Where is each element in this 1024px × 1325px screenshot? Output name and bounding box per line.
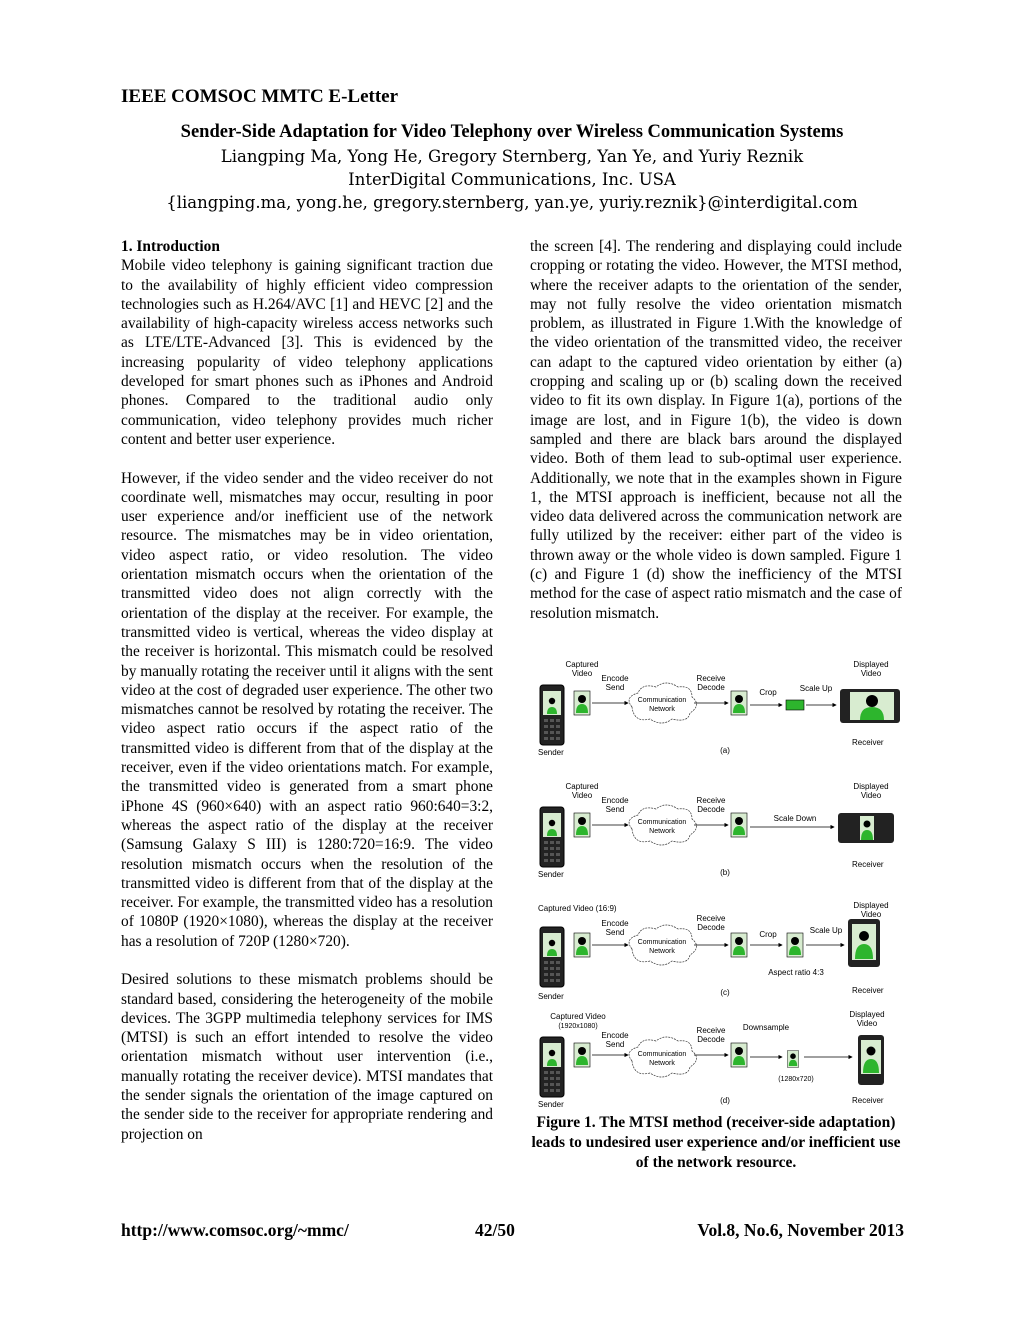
label-output-resolution: (1280x720) xyxy=(778,1076,814,1083)
label-captured-resolution: (1920x1080) xyxy=(558,1023,598,1030)
cropped-video-icon xyxy=(787,933,803,957)
label-displayed: Displayed xyxy=(849,1010,885,1019)
label-video: Video xyxy=(571,669,593,678)
label-decode: Decode xyxy=(697,923,725,932)
panel-label-a: (a) xyxy=(720,746,730,755)
label-send: Send xyxy=(605,928,625,937)
decoded-video-icon xyxy=(731,1043,747,1067)
figure-panel-a xyxy=(538,660,900,757)
label-receiver: Receiver xyxy=(852,986,884,995)
decoded-video-icon xyxy=(731,813,747,837)
label-network: Communication xyxy=(637,697,687,704)
label-video: Video xyxy=(571,791,593,800)
label-network: Communication xyxy=(637,939,687,946)
panel-label-b: (b) xyxy=(720,868,730,877)
right-column xyxy=(530,237,902,623)
label-captured: Captured xyxy=(565,782,599,791)
figure-caption: Figure 1. The MTSI method (receiver-side adaptation) leads to undesired user experience and/or inefficient use of the network resource. xyxy=(531,1114,901,1171)
label-displayed-video: Video xyxy=(860,910,882,919)
sender-phone-icon xyxy=(540,1037,564,1097)
captured-video-icon xyxy=(574,813,590,837)
label-sender: Sender xyxy=(538,748,564,757)
figure-1 xyxy=(530,655,905,1115)
paragraph: Mobile video telephony is gaining significant traction due to the availability of highly efficient video compression technologies such as H.264/AVC [1] and HEVC [2] and the availability of high-capacity wireless access networks such as LTE/LTE-Advanced [3]. This is evidenced by the increasing popularity of video telephony applications developed for smart phones such as iPhones and Android phones. Compared to the traditional audio only communication, video telephony provides much richer content and better user experience. xyxy=(121,257,493,448)
footer-url: http://www.comsoc.org/~mmc/ xyxy=(121,1220,349,1240)
label-network-2: Network xyxy=(649,706,675,713)
sender-phone-icon xyxy=(540,807,564,867)
label-receiver: Receiver xyxy=(852,1096,884,1105)
label-network-2: Network xyxy=(649,1060,675,1067)
label-sender: Sender xyxy=(538,870,564,879)
captured-video-icon xyxy=(574,691,590,715)
label-receive: Receive xyxy=(696,674,726,683)
label-captured-video: Captured Video (16:9) xyxy=(538,904,617,913)
label-network-2: Network xyxy=(649,948,675,955)
cropped-video-icon xyxy=(786,700,804,710)
footer-volume: Vol.8, No.6, November 2013 xyxy=(697,1220,904,1240)
label-crop: Crop xyxy=(759,930,777,939)
paragraph: the screen [4]. The rendering and displaying could include cropping or rotating the video. However, the MTSI method, where the receiver adapts to the orientation of the sender, may not fully resolve the video orientation mismatch problem, as illustrated in Figure 1.With the knowledge of the video orientation of the transmitted video, the receiver can adapt to the captured video orientation by either (a) cropping and scaling up or (b) scaling down the received video to fit its own display. In Figure 1(a), portions of the image are lost, and in Figure 1(b), the video is down sampled and there are black bars around the displayed video. Both of them lead to sub-optimal user experience. Additionally, we note that in the examples shown in Figure 1, the MTSI approach is inefficient, because not all the video data delivered across the communication network are fully utilized by the receiver: either part of the video is thrown away or the whole video is down sampled. Figure 1 (c) and Figure 1 (d) show the inefficiency of the MTSI method for the case of aspect ratio mismatch and the case of resolution mismatch. xyxy=(530,238,902,622)
label-decode: Decode xyxy=(697,1035,725,1044)
label-displayed-video: Video xyxy=(860,669,882,678)
author-list: Liangping Ma, Yong He, Gregory Sternberg, Yan Ye, and Yuriy Reznik xyxy=(220,147,804,166)
captured-video-icon xyxy=(574,933,590,957)
panel-label-c: (c) xyxy=(720,988,730,997)
label-encode: Encode xyxy=(601,1031,629,1040)
left-column xyxy=(121,237,493,1144)
label-captured-video: Captured Video xyxy=(550,1012,606,1021)
figure-panel-d xyxy=(538,1010,885,1109)
downsampled-video-icon xyxy=(787,1051,798,1068)
paragraph: However, if the video sender and the video receiver do not coordinate well, mismatches may occur, resulting in poor user experience and/or inefficient use of the network resource. The mismatches may be in video orientation, video aspect ratio, or video resolution. The video orientation mismatch occurs when the orientation of the transmitted video does not align correctly with the orientation of the display at the receiver. For example, the transmitted video is vertical, whereas the video display at the receiver is horizontal. This mismatch could be resolved by manually rotating the receiver until it aligns with the sent video at the cost of degraded user experience. The other two mismatches cannot be resolved by rotating the receiver. The video aspect ratio occurs if the aspect ratio of the transmitted video is different from that of the display at the receiver, even if the video orientations match. For example, the transmitted video is generated from a smart phone iPhone 4S (960×640) with an aspect ratio 960:640=3:2, whereas the aspect ratio of the display at the receiver (Samsung Galaxy S III) is 1280:720=16:9. The video resolution mismatch occurs when the resolution of the transmitted video is different from that of the display at the receiver. For example, the transmitted video has a resolution of 1080P (1920×1080), whereas the display at the receiver has a resolution of 720P (1280×720). xyxy=(121,469,493,950)
label-displayed: Displayed xyxy=(853,660,889,669)
figure-panel-b xyxy=(538,782,894,879)
section-heading: 1. Introduction xyxy=(121,238,220,255)
letter-header: IEEE COMSOC MMTC E-Letter xyxy=(121,86,399,107)
label-aspect-ratio: Aspect ratio 4:3 xyxy=(768,968,824,977)
label-receiver: Receiver xyxy=(852,738,884,747)
panel-label-d: (d) xyxy=(720,1096,730,1105)
label-receive: Receive xyxy=(696,1026,726,1035)
label-receiver: Receiver xyxy=(852,860,884,869)
figure-panel-c xyxy=(538,901,889,1001)
label-sender: Sender xyxy=(538,1100,564,1109)
label-network: Communication xyxy=(637,819,687,826)
label-scale-down: Scale Down xyxy=(773,814,817,823)
captured-video-icon xyxy=(574,1043,590,1067)
paper-title: Sender-Side Adaptation for Video Telephony over Wireless Communication Systems xyxy=(180,122,844,142)
decoded-video-icon xyxy=(731,933,747,957)
label-displayed-video: Video xyxy=(856,1019,878,1028)
label-crop: Crop xyxy=(759,688,777,697)
sender-phone-icon xyxy=(540,685,564,745)
label-captured: Captured xyxy=(565,660,599,669)
author-emails: {liangping.ma, yong.he, gregory.sternberg, yan.ye, yuriy.reznik}@interdigital.com xyxy=(166,193,858,212)
label-encode: Encode xyxy=(601,919,629,928)
label-encode: Encode xyxy=(601,796,629,805)
label-network-2: Network xyxy=(649,828,675,835)
paragraph: Desired solutions to these mismatch problems should be standard based, considering the heterogeneity of the mobile devices. The 3GPP multimedia telephony services for IMS (MTSI) is such an effort intended to resolve the video orientation mismatch without user intervention (i.e., manually rotating the receiver device). MTSI mandates that the sender signals the orientation of the image captured on the sender side to the receiver for appropriate rendering and projection on xyxy=(121,971,493,1143)
label-receive: Receive xyxy=(696,914,726,923)
label-displayed-video: Video xyxy=(860,791,882,800)
label-decode: Decode xyxy=(697,683,725,692)
label-displayed: Displayed xyxy=(853,901,889,910)
page-number: 42/50 xyxy=(475,1220,515,1240)
affiliation: InterDigital Communications, Inc. USA xyxy=(348,170,676,189)
decoded-video-icon xyxy=(731,691,747,715)
label-receive: Receive xyxy=(696,796,726,805)
label-displayed: Displayed xyxy=(853,782,889,791)
sender-phone-icon xyxy=(540,927,564,987)
label-scale-up: Scale Up xyxy=(809,926,843,935)
label-scale-up: Scale Up xyxy=(799,684,833,693)
label-decode: Decode xyxy=(697,805,725,814)
label-downsample: Downsample xyxy=(742,1023,790,1032)
label-send: Send xyxy=(605,1040,625,1049)
label-send: Send xyxy=(605,805,625,814)
label-sender: Sender xyxy=(538,992,564,1001)
label-send: Send xyxy=(605,683,625,692)
label-encode: Encode xyxy=(601,674,629,683)
label-network: Communication xyxy=(637,1051,687,1058)
